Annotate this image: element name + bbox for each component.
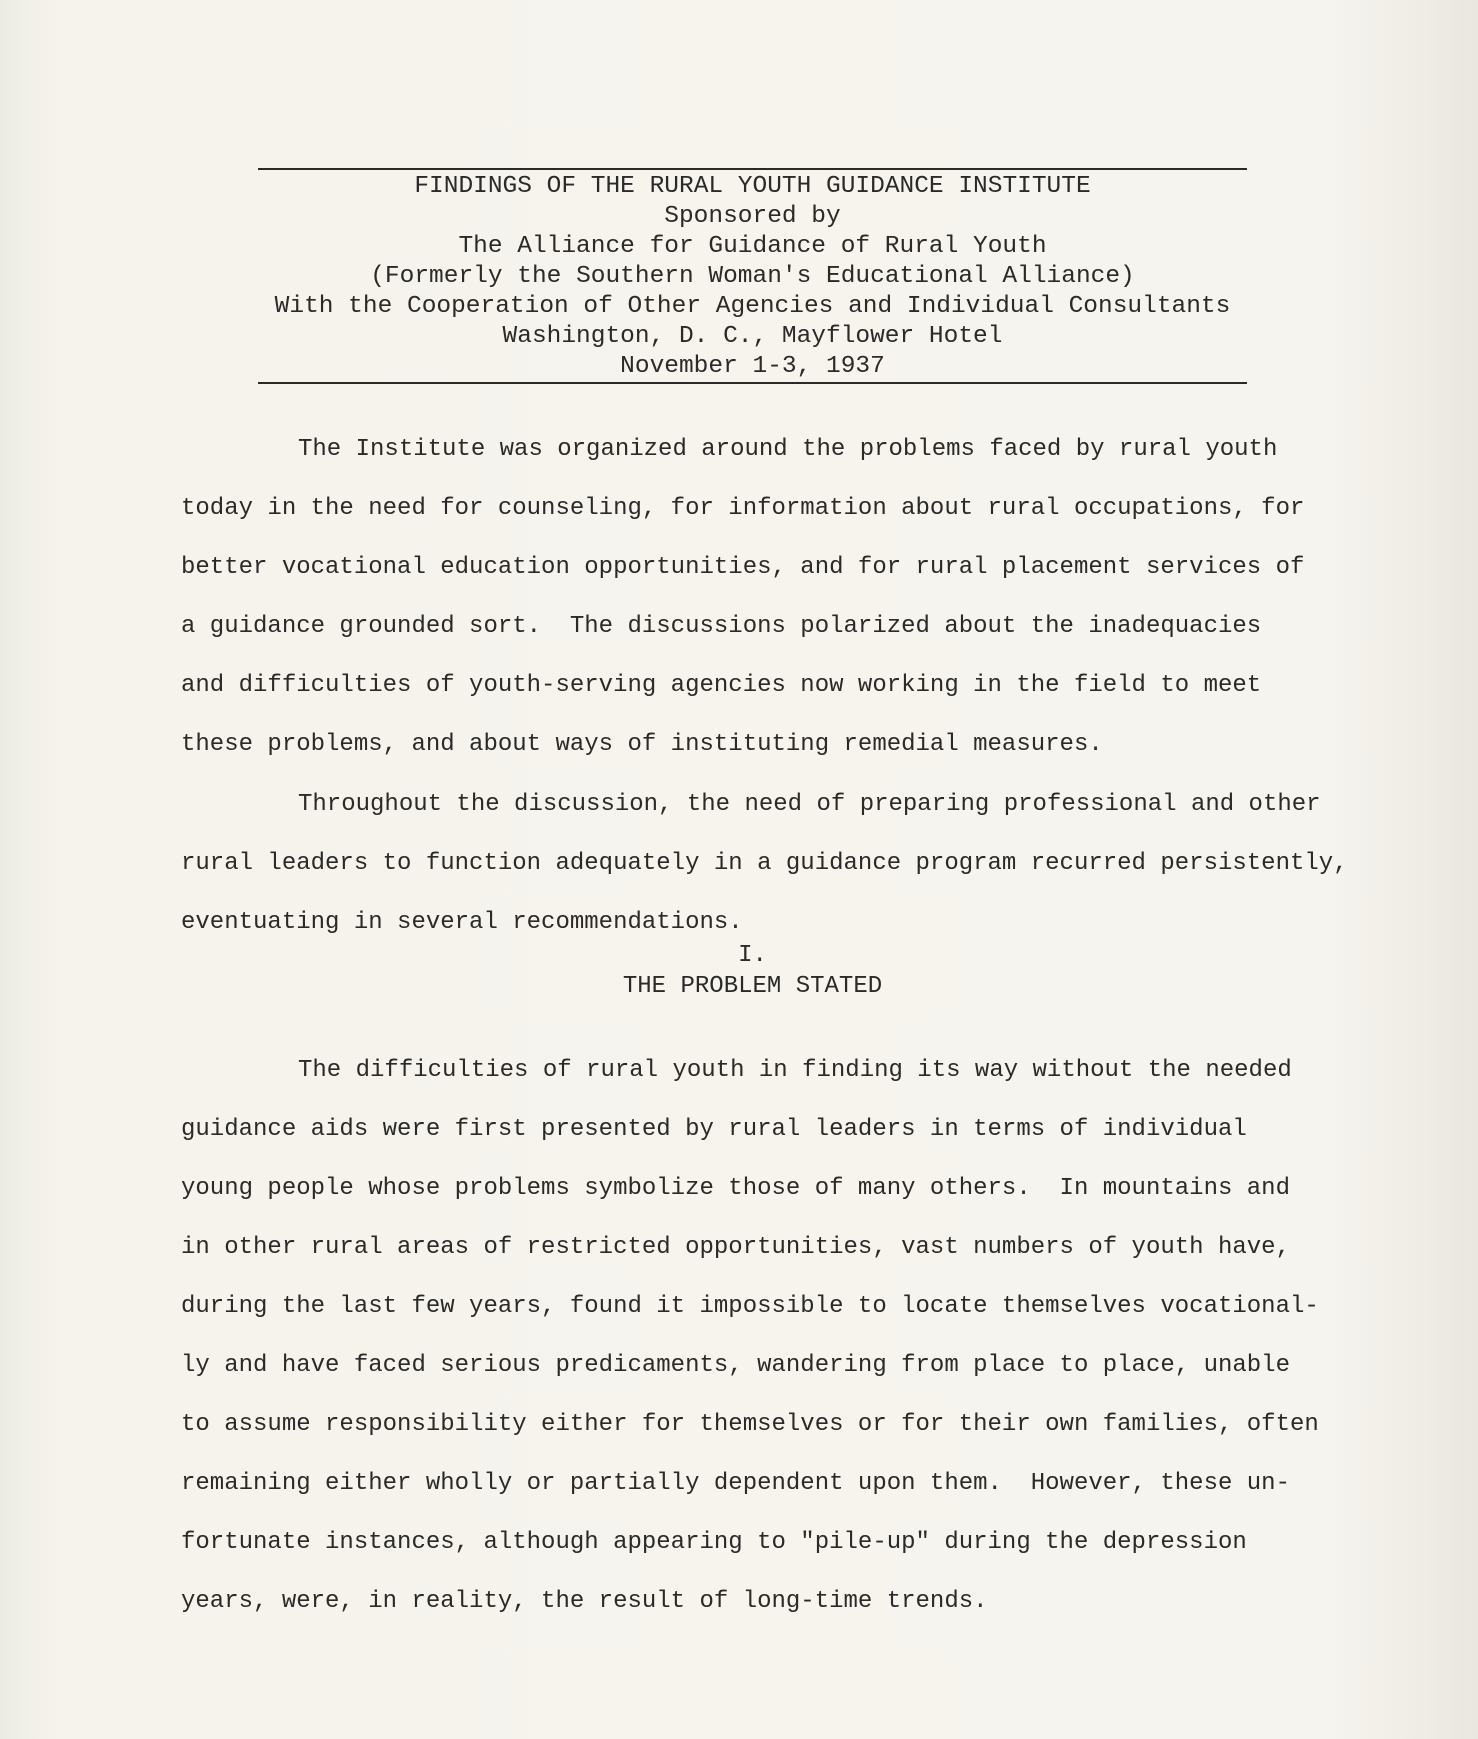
text-line: remaining either wholly or partially dependent upon them. However, these un- bbox=[181, 1470, 1290, 1497]
text-line: The difficulties of rural youth in finding its way without the needed bbox=[298, 1057, 1292, 1084]
sponsor-name: The Alliance for Guidance of Rural Youth bbox=[458, 233, 1047, 260]
text-line: The Institute was organized around the problems faced by rural youth bbox=[298, 436, 1278, 463]
cooperation-line: With the Cooperation of Other Agencies and Individual Consultants bbox=[274, 293, 1231, 320]
text-line: and difficulties of youth-serving agencies now working in the field to meet bbox=[181, 672, 1262, 699]
text-line: during the last few years, found it impossible to locate themselves vocational- bbox=[181, 1293, 1319, 1320]
section-number: I. bbox=[738, 942, 767, 969]
document-header bbox=[258, 172, 1247, 382]
text-line: guidance aids were first presented by rural leaders in terms of individual bbox=[181, 1116, 1247, 1143]
text-line: rural leaders to function adequately in a guidance program recurred persistently, bbox=[181, 850, 1348, 877]
text-line: fortunate instances, although appearing to "pile-up" during the depression bbox=[181, 1529, 1247, 1556]
text-line: years, were, in reality, the result of long-time trends. bbox=[181, 1588, 988, 1615]
document-title: FINDINGS OF THE RURAL YOUTH GUIDANCE INSTITUTE bbox=[414, 173, 1091, 200]
text-line: better vocational education opportunities, and for rural placement services of bbox=[181, 554, 1305, 581]
paragraph-1 bbox=[181, 420, 1381, 774]
text-line: eventuating in several recommendations. bbox=[181, 909, 743, 936]
text-line: Throughout the discussion, the need of preparing professional and other bbox=[298, 791, 1321, 818]
text-line: a guidance grounded sort. The discussions polarized about the inadequacies bbox=[181, 613, 1262, 640]
sponsored-by: Sponsored by bbox=[664, 203, 841, 230]
text-line: in other rural areas of restricted opportunities, vast numbers of youth have, bbox=[181, 1234, 1290, 1261]
text-line: to assume responsibility either for themselves or for their own families, often bbox=[181, 1411, 1319, 1438]
location-line: Washington, D. C., Mayflower Hotel bbox=[502, 323, 1003, 350]
text-line: these problems, and about ways of instituting remedial measures. bbox=[181, 731, 1103, 758]
text-line: ly and have faced serious predicaments, wandering from place to place, unable bbox=[181, 1352, 1290, 1379]
header-top-rule bbox=[258, 168, 1247, 170]
text-line: young people whose problems symbolize those of many others. In mountains and bbox=[181, 1175, 1290, 1202]
section-heading bbox=[258, 940, 1247, 1002]
sponsor-former-name: (Formerly the Southern Woman's Educational Alliance) bbox=[370, 263, 1135, 290]
paragraph-2 bbox=[181, 775, 1381, 952]
date-line: November 1-3, 1937 bbox=[620, 353, 885, 380]
text-line: today in the need for counseling, for information about rural occupations, for bbox=[181, 495, 1305, 522]
header-bottom-rule bbox=[258, 382, 1247, 384]
paragraph-3 bbox=[181, 1041, 1381, 1631]
section-title: THE PROBLEM STATED bbox=[622, 973, 883, 1000]
